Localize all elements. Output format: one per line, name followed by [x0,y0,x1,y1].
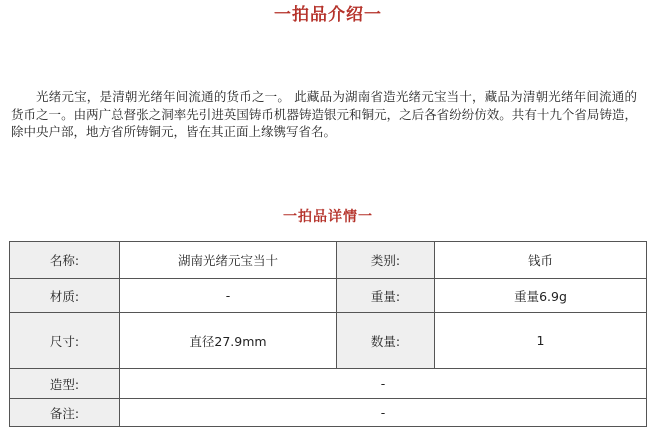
intro-paragraph: 光绪元宝，是清朝光绪年间流通的货币之一。 此藏品为湖南省造光绪元宝当十，藏品为清朝光绪年间流通的货币之一。由两广总督张之洞率先引进英国铸币机器铸造银元和铜元，之后各省纷纷仿效。共有十九个省局铸造，除中央户部，地方省所铸铜元，皆在其正面上缘镌写省名。 [11,89,637,139]
shape-label: 造型: [10,369,120,399]
table-row [10,242,647,279]
category-label: 类别: [337,242,435,279]
material-value: - [120,279,337,313]
weight-label: 重量: [337,279,435,313]
shape-value: - [120,369,647,399]
table-row [10,279,647,313]
name-value: 湖南光绪元宝当十 [120,242,337,279]
material-label: 材质: [10,279,120,313]
size-value: 直径27.9mm [120,313,337,369]
details-table [9,241,647,427]
table-row [10,399,647,427]
quantity-value: 1 [435,313,647,369]
weight-value: 重量6.9g [435,279,647,313]
size-label: 尺寸: [10,313,120,369]
table-row [10,313,647,369]
intro-section-title: 一拍品介绍一 [274,5,382,25]
details-section-title: 一拍品详情一 [283,209,373,225]
remark-value: - [120,399,647,427]
table-row [10,369,647,399]
name-label: 名称: [10,242,120,279]
quantity-label: 数量: [337,313,435,369]
remark-label: 备注: [10,399,120,427]
category-value: 钱币 [435,242,647,279]
